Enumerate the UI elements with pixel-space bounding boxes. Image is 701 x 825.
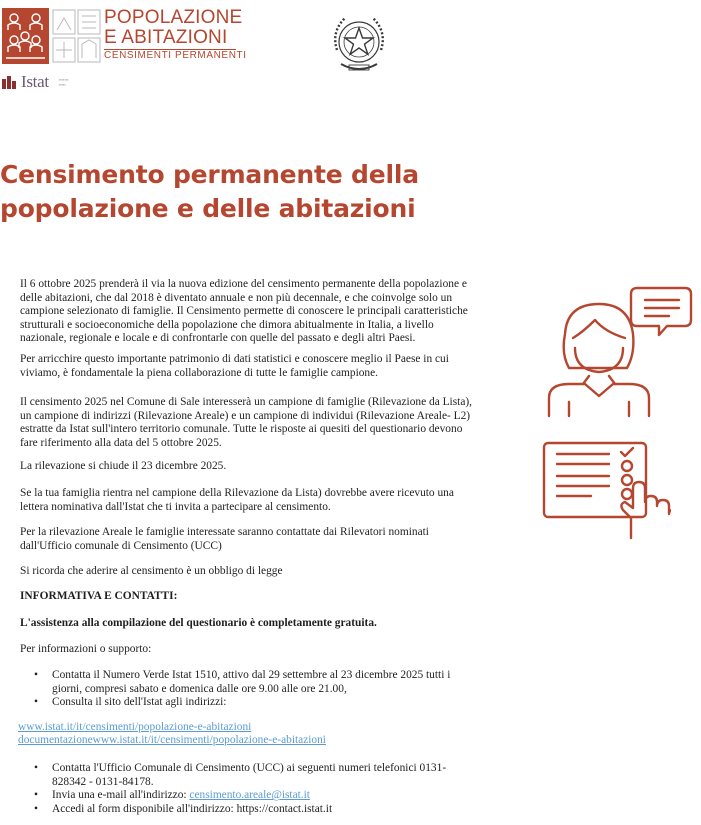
title-line-1: Censimento permanente della bbox=[0, 160, 419, 189]
contacts-heading: INFORMATIVA E CONTATTI: bbox=[20, 590, 178, 602]
italian-republic-emblem bbox=[327, 10, 391, 78]
checklist-hand-icon bbox=[541, 440, 671, 540]
list-item: • Consulta il sito dell'Istat agli indirizzi: bbox=[22, 696, 462, 710]
istat-bars-icon bbox=[2, 75, 18, 89]
logo-line-3: CENSIMENTI PERMANENTI bbox=[104, 50, 247, 61]
collaboration-paragraph: Per arricchire questo importante patrimonio di dati statistici e conoscere meglio il Paese in cui viviamo, è fondamentale la piena collaborazione di tutte le famiglie campione. bbox=[20, 353, 449, 379]
obligation-paragraph: Si ricorda che aderire al censimento è un obbligo di legge bbox=[20, 565, 283, 577]
email-prefix: Invia una e-mail all'indirizzo: bbox=[52, 789, 190, 802]
title-line-2: popolazione e delle abitazioni bbox=[0, 194, 416, 223]
support-list bbox=[22, 669, 462, 710]
istat-wordmark: Istat bbox=[21, 72, 49, 91]
email-link[interactable]: censimento.areale@istat.it bbox=[189, 789, 310, 802]
census-logo-title bbox=[104, 8, 247, 63]
letter-paragraph: Se la tua famiglia rientra nel campione della Rilevazione da Lista) dovrebbe avere ricevuto una lettera nominativa dall'Istat che ti invita a partecipare al censimento. bbox=[20, 487, 454, 513]
info-intro: Per informazioni o supporto: bbox=[20, 643, 152, 655]
istat-logo bbox=[2, 72, 69, 92]
istat-census-link-text[interactable]: www.istat.it/it/censimenti/popolazione-e-abitazioni documentazionewww.istat.it/it/censimenti/popolazione-e-abitazioni bbox=[18, 721, 326, 746]
logo-line-1: POPOLAZIONE bbox=[104, 7, 243, 28]
istat-census-link[interactable] bbox=[18, 721, 398, 746]
contact-list bbox=[22, 762, 462, 816]
logo-divider bbox=[104, 49, 236, 50]
assistance-note: L'assistenza alla compilazione del questionario è completamente gratuita. bbox=[20, 617, 377, 629]
closing-date-paragraph: La rilevazione si chiude il 23 dicembre 2025. bbox=[20, 460, 227, 472]
intro-paragraph: Il 6 ottobre 2025 prenderà il via la nuova edizione del censimento permanente della popolazione e delle abitazioni, che dal 2018 è diventato annuale e non più decennale, e che coinvolge solo un campione selezionato di famiglie. Il Censimento permette di conoscere le principali caratteristiche strutturali e socioeconomiche della popolazione che dimora abitualmente in Italia, a livello nazionale, regionale e locale e di confrontarle con quelle del passato e degli altri Paesi. bbox=[20, 278, 468, 345]
list-item: • Contatta l'Ufficio Comunale di Censimento (UCC) ai seguenti numeri telefonici 0131-828342 - 0131-84178. bbox=[22, 762, 462, 789]
list-item: • Accedi al form disponibile all'indirizzo: https://contact.istat.it bbox=[22, 803, 462, 817]
census-logo bbox=[2, 8, 102, 64]
list-item bbox=[22, 789, 462, 803]
person-speech-bubble-icon bbox=[545, 284, 695, 420]
areal-paragraph: Per la rilevazione Areale le famiglie interessate saranno contattate dai Rilevatori nominati dall'Ufficio comunale di Censimento (UCC) bbox=[20, 526, 429, 552]
istat-tagline-mark: ▪▪▪▪▪▪▪ ▪▪▪▪▪ bbox=[58, 77, 69, 87]
logo-line-2: E ABITAZIONI bbox=[104, 27, 228, 48]
list-item: • Contatta il Numero Verde Istat 1510, attivo dal 29 settembre al 23 dicembre 2025 tutti i giorni, compresi sabato e domenica dalle ore 9.00 alle ore 21.00, bbox=[22, 669, 462, 696]
page-title bbox=[0, 158, 419, 226]
sample-paragraph: Il censimento 2025 nel Comune di Sale interesserà un campione di famiglie (Rilevazione da Lista), un campione di indirizzi (Rilevazione Areale) e un campione di individui (Rilevazione Areale- L2) estratte da Istat sull'intero territorio comunale. Tutte le risposte ai quesiti del questionario devono fare riferimento alla data del 5 ottobre 2025. bbox=[20, 396, 473, 449]
